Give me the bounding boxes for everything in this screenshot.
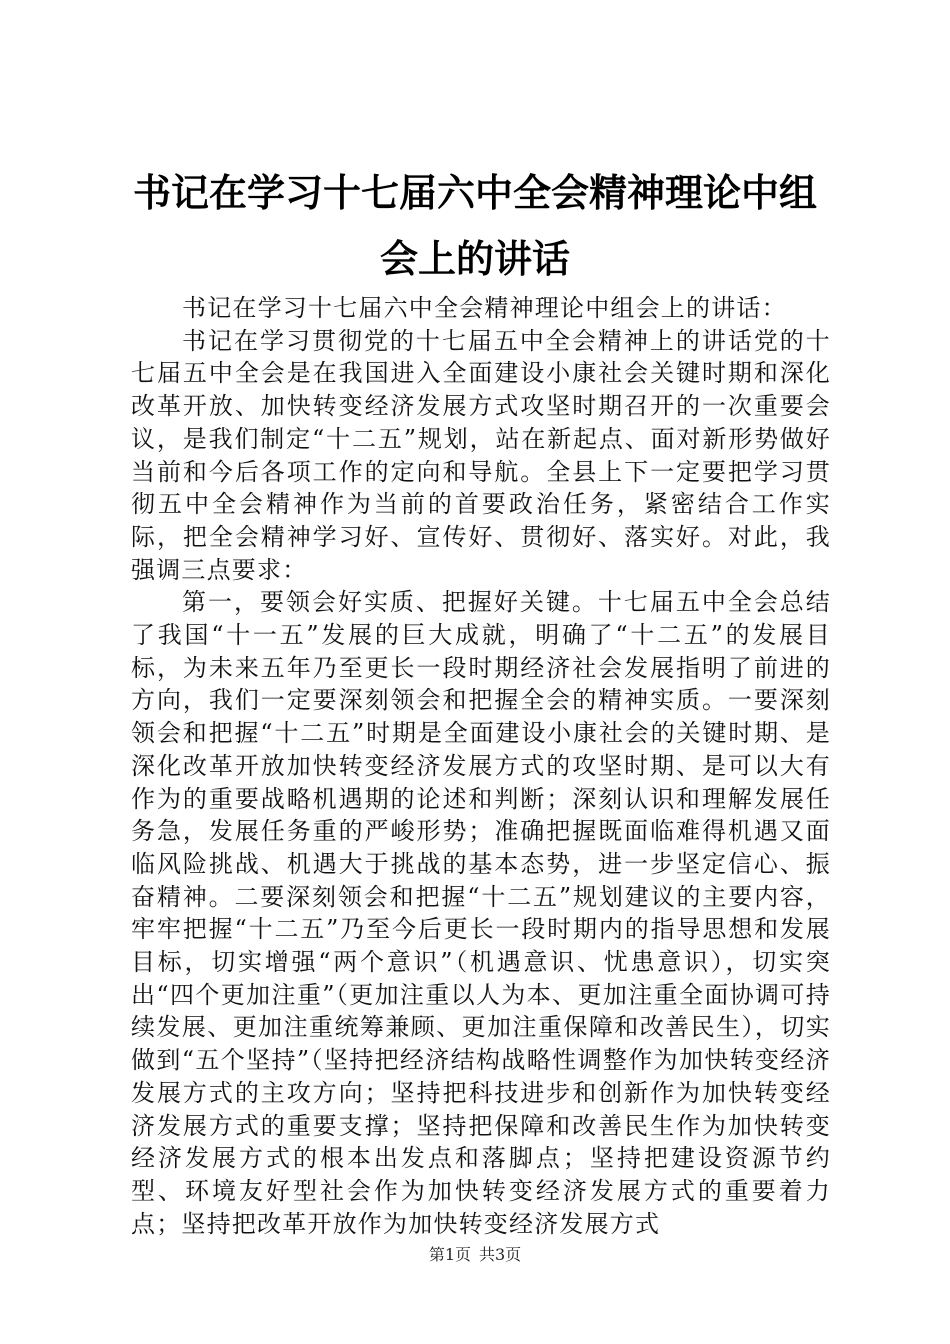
- document-body: [131, 292, 831, 1240]
- paragraph-main: 书记在学习贯彻党的十七届五中全会精神上的讲话党的十七届五中全会是在我国进入全面建设小康社会关键时期和深化改革开放、加快转变经济发展方式攻坚时期召开的一次重要会议，是我们制定“十二五”规划，站在新起点、面对新形势做好当前和今后各项工作的定向和导航。全县上下一定要把学习贯彻五中全会精神作为当前的首要政治任务，紧密结合工作实际，把全会精神学习好、宣传好、贯彻好、落实好。对此，我强调三点要求：: [131, 326, 831, 584]
- document-title: 书记在学习十七届六中全会精神理论中组会上的讲话: [132, 171, 817, 281]
- page-total: 共3页: [479, 1245, 522, 1264]
- paragraph-first-point: 第一，要领会好实质、把握好关键。十七届五中全会总结了我国“十一五”发展的巨大成就，明确了“十二五”的发展目标，为未来五年乃至更长一段时期经济社会发展指明了前进的方向，我们一定要深刻领会和把握全会的精神实质。一要深刻领会和把握“十二五”时期是全面建设小康社会的关键时期、是深化改革开放加快转变经济发展方式的攻坚时期、是可以大有作为的重要战略机遇期的论述和判断；深刻认识和理解发展任务急，发展任务重的严峻形势；准确把握既面临难得机遇又面临风险挑战、机遇大于挑战的基本态势，进一步坚定信心、振奋精神。二要深刻领会和把握“十二五”规划建议的主要内容，牢牢把握“十二五”乃至今后更长一段时期内的指导思想和发展目标，切实增强“两个意识”（机遇意识、忧患意识），切实突出“四个更加注重”（更加注重以人为本、更加注重全面协调可持续发展、更加注重统筹兼顾、更加注重保障和改善民生），切实做到“五个坚持”（坚持把经济结构战略性调整作为加快转变经济发展方式的主攻方向；坚持把科技进步和创新作为加快转变经济发展方式的重要支撑；坚持把保障和改善民生作为加快转变经济发展方式的根本出发点和落脚点；坚持把建设资源节约型、环境友好型社会作为加快转变经济发展方式的重要着力点；坚持把改革开放作为加快转变经济发展方式: [131, 588, 831, 1238]
- paragraph-intro: 书记在学习十七届六中全会精神理论中组会上的讲话：: [182, 294, 787, 322]
- page-footer: [0, 1244, 950, 1266]
- page-number: 第1页: [428, 1245, 471, 1264]
